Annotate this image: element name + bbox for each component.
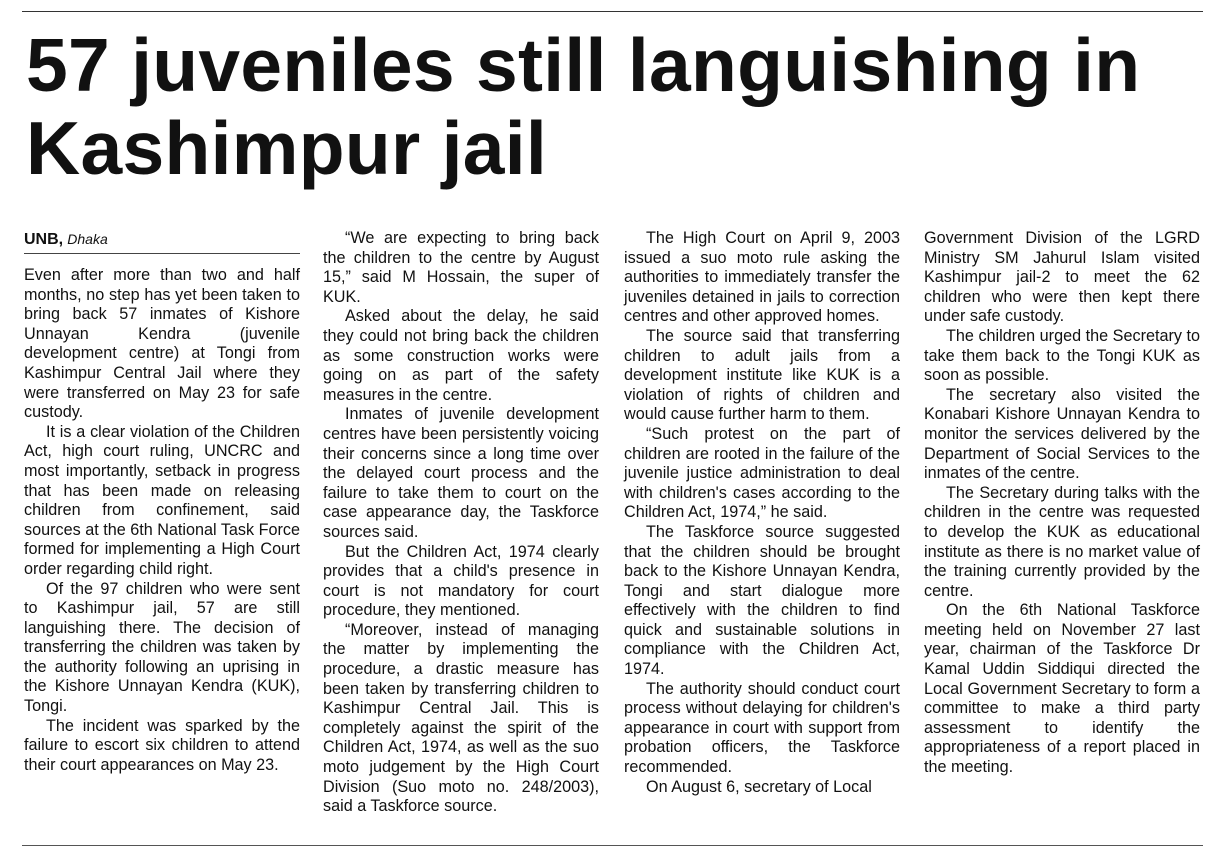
bottom-rule xyxy=(22,845,1203,846)
byline-city: Dhaka xyxy=(67,231,108,247)
paragraph: The source said that transferring children to adult jails from a development institute like KUK is a violation of rights of children and would cause further harm to them. xyxy=(624,326,900,424)
paragraph: The children urged the Secretary to take them back to the Tongi KUK as soon as possible. xyxy=(924,326,1200,385)
paragraph: The incident was sparked by the failure to escort six children to attend their court appearances on May 23. xyxy=(24,716,300,774)
article-column-1 xyxy=(24,229,300,775)
paragraph: Government Division of the LGRD Ministry SM Jahurul Islam visited Kashimpur jail-2 to meet the 62 children who were then kept there under safe custody. xyxy=(924,229,1200,326)
top-rule xyxy=(22,11,1203,12)
article-column-3 xyxy=(624,229,900,797)
paragraph: “We are expecting to bring back the children to the centre by August 15,” said M Hossain, the super of KUK. xyxy=(323,229,599,306)
headline: 57 juveniles still languishing in Kashimpur jail xyxy=(26,23,1141,190)
paragraph: But the Children Act, 1974 clearly provides that a child's presence in court is not mandatory for court procedure, they mentioned. xyxy=(323,542,599,620)
paragraph: The secretary also visited the Konabari Kishore Unnayan Kendra to monitor the services delivered by the Department of Social Services to the inmates of the centre. xyxy=(924,385,1200,483)
paragraph: The High Court on April 9, 2003 issued a suo moto rule asking the authorities to immediately transfer the juveniles detained in jails to correction centres and other approved homes. xyxy=(624,229,900,326)
byline xyxy=(24,229,300,254)
article-column-4 xyxy=(924,229,1200,778)
byline-agency: UNB, xyxy=(24,231,64,248)
paragraph: The Secretary during talks with the children in the centre was requested to develop the KUK as educational institute as there is no market value of the training currently provided by the centre. xyxy=(924,483,1200,600)
paragraph: The Taskforce source suggested that the children should be brought back to the Kishore Unnayan Kendra, Tongi and start dialogue more effectively with the children to find quick and sustainable solutions in compliance with the Children Act, 1974. xyxy=(624,522,900,679)
paragraph: Inmates of juvenile development centres have been persistently voicing their concerns since a long time over the delayed court process and the failure to take them to court on the case appearance day, the Taskforce sources said. xyxy=(323,405,599,541)
paragraph: “Moreover, instead of managing the matter by implementing the procedure, a drastic measure has been taken by transferring children to Kashimpur Central Jail. This is completely against the spirit of the Children Act, 1974, as well as the suo moto judgement by the High Court Division (Suo moto no. 248/2003), said a Taskforce source. xyxy=(323,620,599,816)
paragraph: Asked about the delay, he said they could not bring back the children as some construction works were going on as part of the safety measures in the centre. xyxy=(323,307,599,404)
paragraph: Even after more than two and half months, no step has yet been taken to bring back 57 inmates of Kishore Unnayan Kendra (juvenile development centre) at Tongi from Kashimpur Central Jail where they were transferred on May 23 for safe custody. xyxy=(24,266,300,422)
paragraph: The authority should conduct court process without delaying for children's appearance in court with support from probation officers, the Taskforce recommended. xyxy=(624,679,900,777)
paragraph: It is a clear violation of the Children Act, high court ruling, UNCRC and most importantly, setback in progress that has been made on releasing children from confinement, said sources at the 6th National Task Force formed for implementing a High Court order regarding child right. xyxy=(24,422,300,578)
paragraph: On August 6, secretary of Local xyxy=(646,777,872,796)
paragraph: On the 6th National Taskforce meeting held on November 27 last year, chairman of the Taskforce Dr Kamal Uddin Siddiqui directed the Local Government Secretary to form a committee to make a third party assessment to identify the appropriateness of a report placed in the meeting. xyxy=(924,601,1200,777)
paragraph: Of the 97 children who were sent to Kashimpur jail, 57 are still languishing there. The decision of transferring the children was taken by the authority following an uprising in the Kishore Unnayan Kendra (KUK), Tongi. xyxy=(24,579,300,716)
article-column-2 xyxy=(323,229,599,817)
paragraph: “Such protest on the part of children are rooted in the failure of the juvenile justice administration to deal with children's cases according to the Children Act, 1974,” he said. xyxy=(624,424,900,522)
